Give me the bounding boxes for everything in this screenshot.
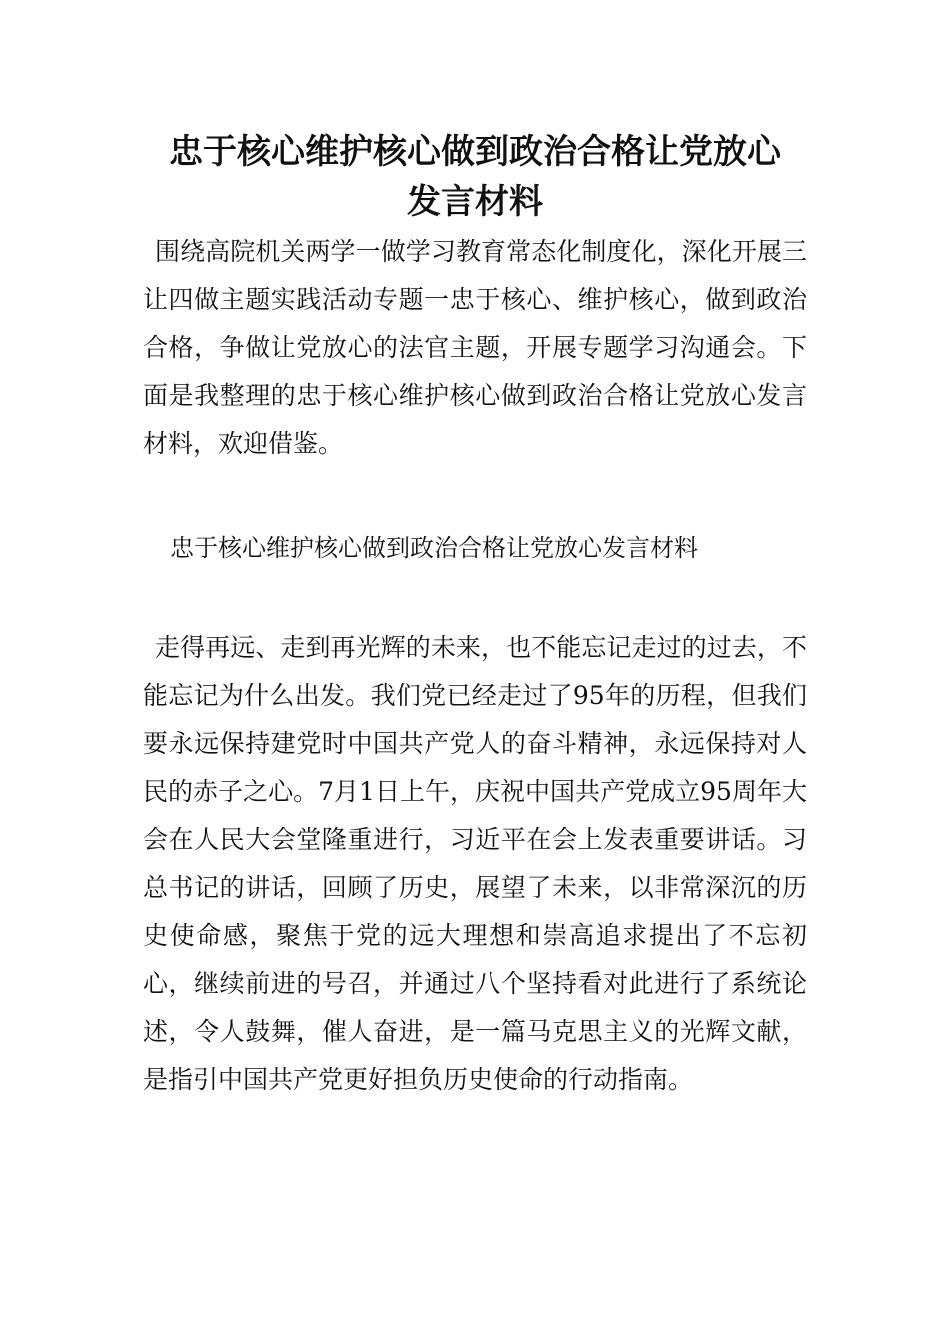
section-subheading: 忠于核心维护核心做到政治合格让党放心发言材料 — [170, 534, 698, 562]
document-title-line-2: 发言材料 — [407, 182, 543, 222]
document-title-line-1: 忠于核心维护核心做到政治合格让党放心 — [169, 132, 781, 172]
intro-paragraph: 围绕高院机关两学一做学习教育常态化制度化，深化开展三让四做主题实践活动专题一忠于核心、维护核心，做到政治合格，争做让党放心的法官主题，开展专题学习沟通会。下面是我整理的忠于核心维护核心做到政治合格让党放心发言材料，欢迎借鉴。 — [143, 237, 807, 458]
body-paragraph: 走得再远、走到再光辉的未来，也不能忘记走过的过去，不能忘记为什么出发。我们党已经走过了95年的历程，但我们要永远保持建党时中国共产党人的奋斗精神，永远保持对人民的赤子之心。7月1日上午，庆祝中国共产党成立95周年大会在人民大会堂隆重进行，习近平在会上发表重要讲话。习总书记的讲话，回顾了历史，展望了未来，以非常深沉的历史使命感，聚焦于党的远大理想和崇高追求提出了不忘初心，继续前进的号召，并通过八个坚持看对此进行了系统论述，令人鼓舞，催人奋进，是一篇马克思主义的光辉文献，是指引中国共产党更好担负历史使命的行动指南。 — [143, 633, 807, 1094]
